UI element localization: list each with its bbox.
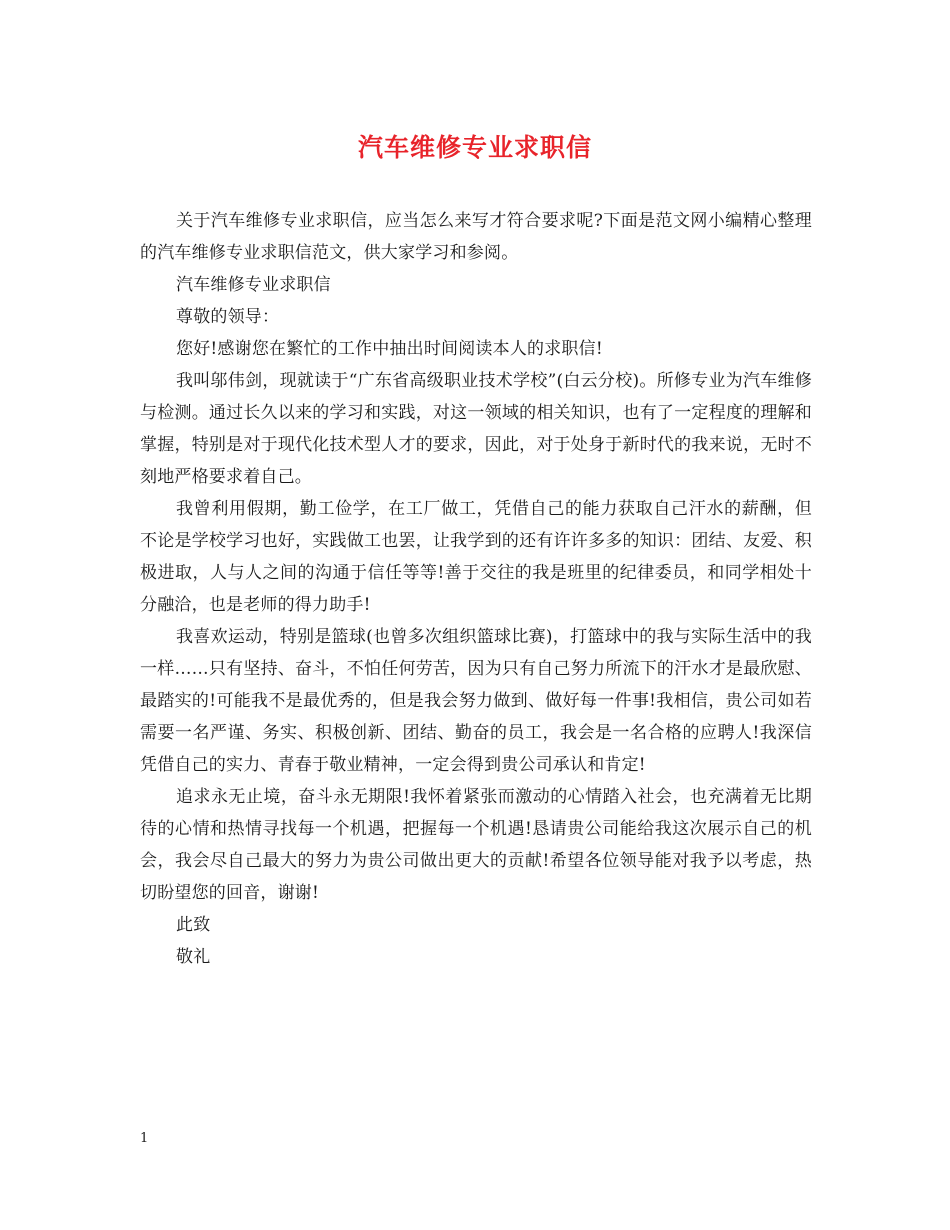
letter-heading: 汽车维修专业求职信 — [176, 275, 331, 295]
closing-paragraph: 追求永无止境，奋斗永无期限!我怀着紧张而激动的心情踏入社会，也充满着无比期待的心情和热情寻找每一个机遇，把握每一个机遇!恳请贵公司能给我这次展示自己的机会，我会尽自己最大的努力为贵公司做出更大的贡献!希望各位领导能对我予以考虑，热切盼望您的回音，谢谢! — [140, 787, 812, 903]
regards-phrase: 敬礼 — [176, 947, 211, 967]
letter-body — [140, 205, 812, 973]
closing-phrase: 此致 — [176, 915, 211, 935]
work-experience-paragraph: 我曾利用假期，勤工俭学，在工厂做工，凭借自己的能力获取自己汗水的薪酬，但不论是学校学习也好，实践做工也罢，让我学到的还有许许多多的知识：团结、友爱、积极进取，人与人之间的沟通于信任等等!善于交往的我是班里的纪律委员，和同学相处十分融洽，也是老师的得力助手! — [140, 499, 812, 615]
hobbies-paragraph: 我喜欢运动，特别是篮球(也曾多次组织篮球比赛)，打篮球中的我与实际生活中的我一样……只有坚持、奋斗，不怕任何劳苦，因为只有自己努力所流下的汗水才是最欣慰、最踏实的!可能我不是最优秀的，但是我会努力做到、做好每一件事!我相信，贵公司如若需要一名严谨、务实、积极创新、团结、勤奋的员工，我会是一名合格的应聘人!我深信凭借自己的实力、青春于敬业精神，一定会得到贵公司承认和肯定! — [140, 627, 812, 775]
self-introduction-paragraph: 我叫邬伟剑，现就读于“广东省高级职业技术学校”(白云分校)。所修专业为汽车维修与检测。通过长久以来的学习和实践，对这一领域的相关知识，也有了一定程度的理解和掌握，特别是对于现代化技术型人才的要求，因此，对于处身于新时代的我来说，无时不刻地严格要求着自己。 — [140, 371, 812, 487]
intro-paragraph: 关于汽车维修专业求职信，应当怎么来写才符合要求呢?下面是范文网小编精心整理的汽车维修专业求职信范文，供大家学习和参阅。 — [140, 211, 812, 263]
greeting-paragraph: 您好!感谢您在繁忙的工作中抽出时间阅读本人的求职信! — [176, 339, 603, 359]
document-title: 汽车维修专业求职信 — [357, 133, 592, 162]
salutation: 尊敬的领导： — [176, 307, 280, 327]
page-number: 1 — [140, 1131, 149, 1146]
